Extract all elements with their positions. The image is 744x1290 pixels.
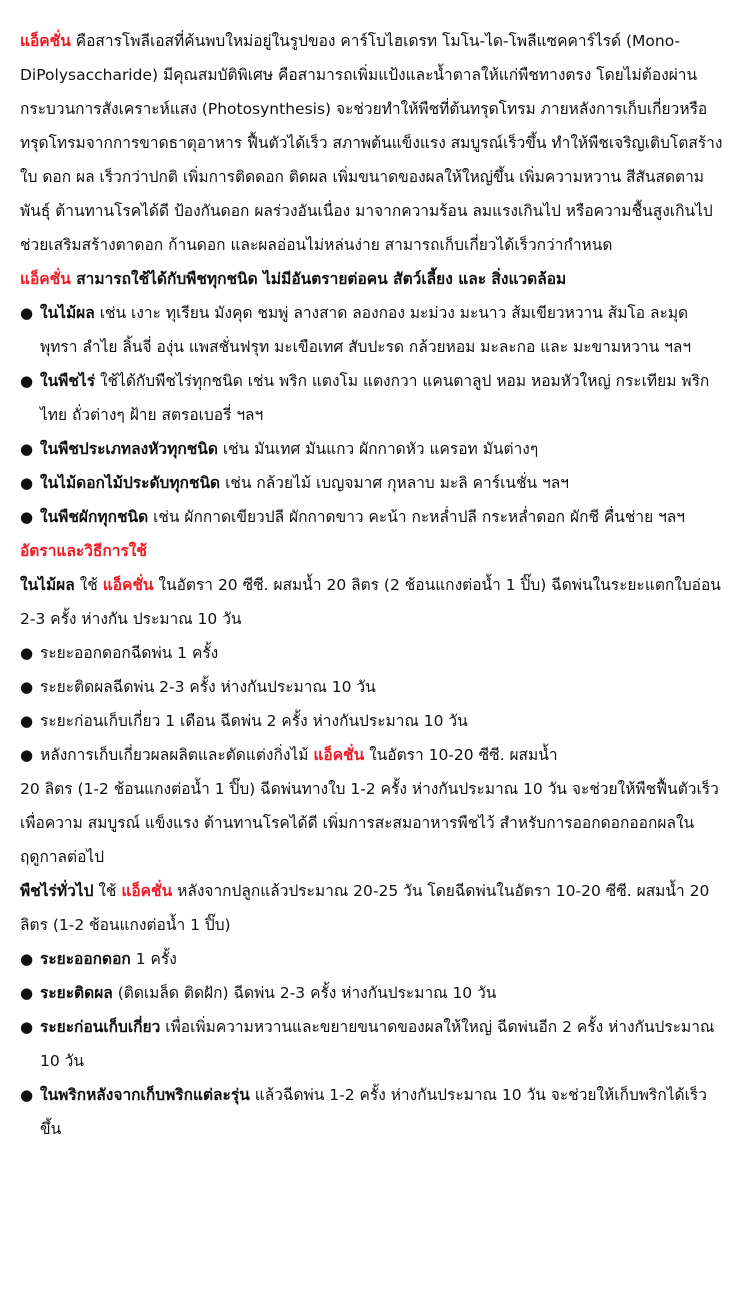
intro-text: คือสารโพลีเอสที่ค้นพบใหม่อยู่ในรูปของ คาร์โบไฮเดรท โมโน-ได-โพลีแซคคาร์ไรด์ (Mono-DiPolysaccharide) มีคุณสมบัติพิเศษ คือสามารถเพิ่มแป้งและน้ำตาลให้แก่พืชทางตรง โดยไม่ต้องผ่านกระบวนการสังเคราะห์แสง (Photosynthesis) จะช่วยทำให้พืชที่ต้นทรุดโทรม ภายหลังการเก็บเกี่ยวหรือทรุดโทรมจากการขาดธาตุอาหาร ฟื้นตัวได้เร็ว สภาพต้นแข็งแรง สมบูรณ์เร็วขึ้น ทำให้พืชเจริญเติบโตสร้างใบ ดอก ผล เร็วกว่าปกติ เพิ่มการติดดอก ติดผล เพิ่มขนาดของผลให้ใหญ่ขึ้น เพิ่มความหวาน สีสันสดตามพันธุ์ ต้านทานโรคได้ดี ป้องกันดอก ผลร่วงอันเนื่อง มาจากความร้อน ลมแรงเกินไป หรือความชื้นสูงเกินไป ช่วยเสริมสร้างตาดอก ก้านดอก และผลอ่อนไม่หล่นง่าย สามารถเก็บเกี่ยวได้เร็วกว่ากำหนด: [20, 32, 723, 254]
list-item: ● ในพืชผักทุกชนิด เช่น ผักกาดเขียวปลี ผักกาดขาว คะน้า กะหล่ำปลี กระหล่ำดอก ผักชี คื่นช่าย ฯลฯ: [20, 508, 686, 526]
brand-name: แอ็คชั่น: [313, 746, 365, 764]
list-item: ● ในพืชไร่ ใช้ได้กับพืชไร่ทุกชนิด เช่น พริก แตงโม แตงกวา แคนตาลูป หอม หอมหัวใหญ่ กระเทียม พริกไทย ถั่วต่างๆ ฝ้าย สตรอเบอรี่ ฯลฯ: [20, 372, 710, 424]
list-item: ● ในพืชประเภทลงหัวทุกชนิด เช่น มันเทศ มันแกว ผักกาดหัว แครอท มันต่างๆ: [20, 440, 539, 458]
list-item: ● ระยะติดผล (ติดเมล็ด ติดฝัก) ฉีดพ่น 2-3 ครั้ง ห่างกันประมาณ 10 วัน: [20, 984, 497, 1002]
usage-heading: [20, 262, 724, 296]
list-item: ● หลังการเก็บเกี่ยวผลผลิตและตัดแต่งกิ่งไม้ แอ็คชั่น ในอัตรา 10-20 ซีซี. ผสมน้ำ: [20, 746, 558, 764]
usage-heading-text: สามารถใช้ได้กับพืชทุกชนิด ไม่มีอันตรายต่อคน สัตว์เลี้ยง และ สิ่งแวดล้อม: [76, 270, 567, 288]
list-item: ● ในไม้ผล เช่น เงาะ ทุเรียน มังคุด ชมพู่ ลางสาด ลองกอง มะม่วง มะนาว ส้มเขียวหวาน ส้มโอ ละมุด พุทรา ลำไย ลิ้นจี่ องุ่น แพสชั่นฟรุท มะเขือเทศ สับปะรด กล้วยหอม มะละกอ และ มะขามหวาน ฯลฯ: [20, 304, 692, 356]
brand-name: แอ็คชั่น: [20, 32, 71, 50]
intro-paragraph: [20, 24, 724, 262]
rate-heading: อัตราและวิธีการใช้: [20, 542, 147, 560]
field-usage-paragraph: พืชไร่ทั่วไป ใช้ แอ็คชั่น หลังจากปลูกแล้วประมาณ 20-25 วัน โดยฉีดพ่นในอัตรา 10-20 ซีซี. ผสมน้ำ 20 ลิตร (1-2 ช้อนแกงต่อน้ำ 1 ปิ๊บ): [20, 882, 710, 934]
brand-name: แอ็คชั่น: [121, 882, 173, 900]
fruit-post-harvest-text: 20 ลิตร (1-2 ช้อนแกงต่อน้ำ 1 ปิ๊บ) ฉีดพ่นทางใบ 1-2 ครั้ง ห่างกันประมาณ 10 วัน จะช่วยให้พืชฟื้นตัวเร็ว เพื่อความ สมบูรณ์ แข็งแรง ต้านทานโรคได้ดี เพิ่มการสะสมอาหารพืชไว้ สำหรับการออกดอกออกผลในฤดูกาลต่อไป: [20, 780, 719, 866]
field-stages-list: [20, 942, 724, 1146]
brand-name: แอ็คชั่น: [102, 576, 154, 594]
list-item: ● ในพริกหลังจากเก็บพริกแต่ละรุ่น แล้วฉีดพ่น 1-2 ครั้ง ห่างกันประมาณ 10 วัน จะช่วยให้เก็บพริกได้เร็วขึ้น: [20, 1086, 707, 1138]
plant-types-list: [20, 296, 724, 534]
list-item: ● ระยะก่อนเก็บเกี่ยว เพื่อเพิ่มความหวานและขยายขนาดของผลให้ใหญ่ ฉีดพ่นอีก 2 ครั้ง ห่างกันประมาณ 10 วัน: [20, 1018, 715, 1070]
list-item: ● ระยะออกดอก 1 ครั้ง: [20, 950, 177, 968]
list-item: ● ระยะก่อนเก็บเกี่ยว 1 เดือน ฉีดพ่น 2 ครั้ง ห่างกันประมาณ 10 วัน: [20, 712, 468, 730]
list-item: ● ระยะออกดอกฉีดพ่น 1 ครั้ง: [20, 644, 219, 662]
fruit-stages-list: [20, 636, 724, 772]
list-item: ● ในไม้ดอกไม้ประดับทุกชนิด เช่น กล้วยไม้ เบญจมาศ กุหลาบ มะลิ คาร์เนชั่น ฯลฯ: [20, 474, 569, 492]
fruit-usage-paragraph: ในไม้ผล ใช้ แอ็คชั่น ในอัตรา 20 ซีซี. ผสมน้ำ 20 ลิตร (2 ช้อนแกงต่อน้ำ 1 ปิ๊บ) ฉีดพ่นในระยะแตกใบอ่อน 2-3 ครั้ง ห่างกัน ประมาณ 10 วัน: [20, 576, 721, 628]
brand-name: แอ็คชั่น: [20, 270, 71, 288]
list-item: ● ระยะติดผลฉีดพ่น 2-3 ครั้ง ห่างกันประมาณ 10 วัน: [20, 678, 376, 696]
